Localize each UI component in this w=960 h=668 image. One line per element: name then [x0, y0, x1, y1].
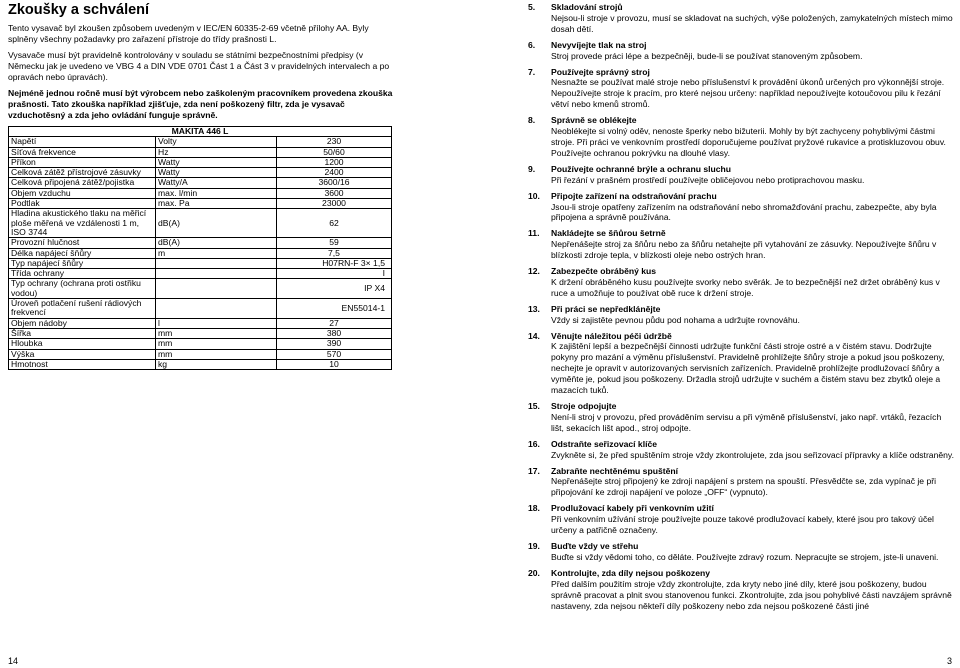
spec-unit-cell: mm — [156, 339, 277, 349]
item-heading: Zabezpečte obráběný kus — [551, 266, 657, 277]
list-item — [528, 164, 956, 186]
item-body — [551, 439, 956, 461]
spec-unit-cell — [156, 258, 277, 268]
item-number: 19. — [528, 540, 540, 551]
page-number-right: 3 — [946, 656, 952, 666]
table-row — [9, 269, 392, 279]
spec-label-cell: Typ ochrany (ochrana proti ostřiku vodou) — [9, 279, 156, 299]
item-body — [551, 40, 956, 62]
list-item — [528, 439, 956, 461]
item-body — [551, 331, 956, 396]
item-body — [551, 164, 956, 186]
spec-label-cell: Příkon — [9, 157, 156, 167]
right-column — [528, 2, 956, 616]
item-number: 7. — [528, 66, 536, 77]
spec-unit-cell: max. l/min — [156, 188, 277, 198]
spec-value-cell: I — [277, 269, 392, 279]
spec-unit-cell: Volty — [156, 137, 277, 147]
spec-label-cell: Celková zátěž přístrojové zásuvky — [9, 168, 156, 178]
spec-value-cell: 59 — [277, 238, 392, 248]
spec-value-cell: 10 — [277, 359, 392, 369]
table-row — [9, 209, 392, 238]
spec-table-header — [9, 127, 392, 137]
item-text: K zajištění lepší a bezpečnější činnosti udržujte funkční části stroje ostré a v čistém stavu. Dodržujte pokyny pro mazání a výměnu příslušenství. Pravidelně prohlížejte šňůry stroje a pokud jsou poškozeny, nechejte je opravit v autorizovaných servisních zařízeních. Pravidelně prohlížejte prodlužovací šňůry a vyměňte je, pokud jsou poškozeny. Držadla strojů udržujte v suchém a čistém stavu bez zbytků oleje a mazacích tuků. — [551, 341, 945, 396]
item-number: 6. — [528, 39, 536, 50]
item-body — [551, 67, 956, 111]
spec-label-cell: Typ napájecí šňůry — [9, 258, 156, 268]
spec-label-cell: Objem nádoby — [9, 318, 156, 328]
item-number: 5. — [528, 2, 536, 12]
spec-value-cell: EN55014-1 — [277, 299, 392, 319]
item-text: Nejsou-li stroje v provozu, musí se skladovat na suchých, výše položených, zamykatelných místech mimo dosah dětí. — [551, 12, 953, 34]
spec-unit-cell: Hz — [156, 147, 277, 157]
spec-unit-cell: dB(A) — [156, 209, 277, 238]
item-heading: Při práci se nepředklánějte — [551, 303, 661, 314]
item-heading: Nakládejte se šňůrou šetrně — [551, 228, 666, 239]
item-heading: Věnujte náležitou péči údržbě — [551, 330, 672, 341]
spec-label-cell: Podtlak — [9, 199, 156, 209]
spec-unit-cell: Watty — [156, 157, 277, 167]
item-number: 11. — [528, 228, 540, 239]
table-row — [9, 299, 392, 319]
list-item — [528, 191, 956, 224]
spec-value-cell: 62 — [277, 209, 392, 238]
list-item — [528, 568, 956, 612]
spec-value-cell: 7,5 — [277, 248, 392, 258]
table-row — [9, 318, 392, 328]
item-heading: Nevyvíjejte tlak na stroj — [551, 39, 647, 50]
spec-unit-cell — [156, 299, 277, 319]
spec-value-cell: 27 — [277, 318, 392, 328]
item-number: 10. — [528, 190, 540, 201]
item-heading: Používejte ochranné brýle a ochranu sluchu — [551, 163, 732, 174]
spec-label-cell: Provozní hlučnost — [9, 238, 156, 248]
spec-table-title: MAKITA 446 L — [9, 127, 392, 137]
item-number: 12. — [528, 266, 540, 277]
list-item — [528, 67, 956, 111]
spec-unit-cell: mm — [156, 328, 277, 338]
table-row — [9, 359, 392, 369]
spec-label-cell: Hmotnost — [9, 359, 156, 369]
dust-test-paragraph: Nejméně jednou ročně musí být výrobcem nebo zaškoleným pracovníkem provedena zkouška prašnosti. Tato zkouška například zjišťuje, zda není poškozený filtr, zda je vysavač vzduchotěsný a zda jeho ovládání funguje správně. — [8, 88, 393, 120]
spec-value-cell: 2400 — [277, 168, 392, 178]
table-row — [9, 238, 392, 248]
spec-value-cell: 50/60 — [277, 147, 392, 157]
item-body — [551, 541, 956, 563]
item-heading: Stroje odpojujte — [551, 401, 617, 411]
item-body — [551, 503, 956, 536]
item-number: 16. — [528, 438, 540, 449]
spec-label-cell: Hladina akustického tlaku na měřicí ploše měřená ve vzdálenosti 1 m, ISO 3744 — [9, 209, 156, 238]
spec-unit-cell: m — [156, 248, 277, 258]
page-number-left: 14 — [8, 656, 19, 666]
item-heading: Správně se oblékejte — [551, 115, 637, 126]
item-number: 15. — [528, 401, 540, 411]
item-text: Nesnažte se používat malé stroje nebo příslušenství k provádění úkonů určených pro výkonnější stroje. Nepoužívejte stroje k pracím, pro které nejsou určeny: například nepoužívejte kotoučovou pilu k řezání větví nebo kmenů stromů. — [551, 77, 945, 110]
spec-value-cell: 380 — [277, 328, 392, 338]
table-row — [9, 339, 392, 349]
spec-unit-cell: dB(A) — [156, 238, 277, 248]
list-item — [528, 503, 956, 536]
list-item — [528, 541, 956, 563]
table-row — [9, 279, 392, 299]
item-body — [551, 401, 956, 434]
spec-table — [8, 126, 392, 370]
table-row — [9, 258, 392, 268]
table-row — [9, 328, 392, 338]
table-row — [9, 178, 392, 188]
item-text: Není-li stroj v provozu, před prováděním servisu a při výměně příslušenství, jako např. vrtáků, řezacích lišt, sekacích lišt apod., stroj odpojte. — [551, 411, 942, 433]
item-text: Nepřenášejte stroj připojený ke zdroji napájení s prstem na spouští. Přesvědčte se, zda vypínač je při připojování ke zdroji napájení ve poloze „OFF“ (vypnuto). — [551, 476, 937, 498]
list-item — [528, 466, 956, 499]
item-text: Při řezání v prašném prostředí používejte obličejovou nebo protiprachovou masku. — [551, 174, 865, 185]
list-item — [528, 2, 956, 35]
table-row — [9, 349, 392, 359]
item-number: 8. — [528, 115, 536, 126]
spec-label-cell: Výška — [9, 349, 156, 359]
item-text: Vždy si zajistěte pevnou půdu pod nohama a udržujte rovnováhu. — [551, 314, 800, 325]
spec-label-cell: Délka napájecí šňůry — [9, 248, 156, 258]
item-heading: Prodlužovací kabely při venkovním užití — [551, 503, 714, 514]
item-text: Před dalším použitím stroje vždy zkontrolujte, zda kryty nebo jiné díly, které jsou poškozeny, budou správně pracovat a plnit svou stanovenou funkci. Zkontrolujte, zda jsou pohyblivé části navzájem správně nastaveny, zda nejsou někteří díly poškozeny nebo zda nejsou poškozené části jiné — [551, 578, 952, 611]
item-heading: Buďte vždy ve střehu — [551, 540, 639, 551]
item-text: Nepřenášejte stroj za šňůru nebo za šňůru netahejte při vytahování ze zásuvky. Nepoužívejte šňůru v blízkosti zdroje tepla, v blízkosti oleje nebo ostrých hran. — [551, 239, 937, 261]
list-item — [528, 304, 956, 326]
item-text: Při venkovním užívání stroje používejte pouze takové prodlužovací kabely, které jsou pro takový účel určeny a patřičně označeny. — [551, 514, 934, 536]
table-row — [9, 199, 392, 209]
spec-table-body — [9, 137, 392, 370]
spec-value-cell: 1200 — [277, 157, 392, 167]
item-heading: Kontrolujte, zda díly nejsou poškozeny — [551, 567, 711, 578]
item-heading: Připojte zařízení na odstraňování prachu — [551, 190, 717, 201]
spec-value-cell: 570 — [277, 349, 392, 359]
item-text: K držení obráběného kusu používejte svorky nebo svěrák. Je to bezpečnější než držet obráběný kus v ruce a umožňuje to používat obě ruce k držení stroje. — [551, 276, 940, 298]
spec-label-cell: Šířka — [9, 328, 156, 338]
item-number: 14. — [528, 330, 540, 341]
item-heading: Zabraňte nechtěnému spuštění — [551, 465, 679, 476]
item-body — [551, 228, 956, 261]
spec-label-cell: Síťová frekvence — [9, 147, 156, 157]
table-row — [9, 168, 392, 178]
item-body — [551, 466, 956, 499]
spec-label-cell: Hloubka — [9, 339, 156, 349]
spec-unit-cell: Watty — [156, 168, 277, 178]
intro-paragraph: Tento vysavač byl zkoušen způsobem uvedeným v IEC/EN 60335-2-69 včetně přílohy AA. Byly splněny všechny požadavky pro zařazení přístroje do třídy prašnosti L. — [8, 23, 369, 44]
item-number: 18. — [528, 503, 540, 514]
spec-value-cell: 390 — [277, 339, 392, 349]
spec-value-cell: H07RN-F 3× 1,5 — [277, 258, 392, 268]
item-text: Jsou-li stroje opatřeny zařízením na odstraňování nebo shromažďování prachu, zabezpečte, aby byla připojena a správně používána. — [551, 201, 937, 223]
item-text: Stroj provede práci lépe a bezpečněji, bude-li se používat stanoveným způsobem. — [551, 50, 863, 61]
item-body — [551, 115, 956, 159]
item-text: Neoblékejte si volný oděv, nenoste šperky nebo bižuterii. Mohly by být zachyceny pohyblivými částmi stroje. Při práci ve venkovním prostředí doporučujeme používat pryžové rukavice a protiskluzovou obuv. Používejte ochranou pokrývku na dlouhé vlasy. — [551, 126, 946, 158]
table-row — [9, 147, 392, 157]
list-item — [528, 40, 956, 62]
item-body — [551, 568, 956, 612]
list-item — [528, 228, 956, 261]
item-heading: Skladování strojů — [551, 2, 623, 12]
spec-unit-cell: mm — [156, 349, 277, 359]
item-body — [551, 2, 956, 35]
spec-value-cell: 23000 — [277, 199, 392, 209]
spec-label-cell: Úroveň potlačení rušení rádiových frekvencí — [9, 299, 156, 319]
item-number: 17. — [528, 465, 540, 476]
item-heading: Používejte správný stroj — [551, 66, 650, 77]
spec-label-cell: Napětí — [9, 137, 156, 147]
item-text: Buďte si vždy vědomi toho, co děláte. Používejte zdravý rozum. Nepracujte se strojem, jste-li unaveni. — [551, 551, 939, 562]
table-row — [9, 188, 392, 198]
list-item — [528, 401, 956, 434]
table-row — [9, 157, 392, 167]
item-body — [551, 266, 956, 299]
spec-label-cell: Celková připojená zátěž/pojistka — [9, 178, 156, 188]
list-item — [528, 115, 956, 159]
item-body — [551, 304, 956, 326]
table-row — [9, 248, 392, 258]
spec-label-cell: Třída ochrany — [9, 269, 156, 279]
item-text: Zvykněte si, že před spuštěním stroje vždy zkontrolujete, zda jsou seřizovací přípravky a klíče odstraněny. — [551, 449, 954, 460]
spec-unit-cell: max. Pa — [156, 199, 277, 209]
item-number: 13. — [528, 303, 540, 314]
list-item — [528, 266, 956, 299]
spec-unit-cell: Watty/A — [156, 178, 277, 188]
spec-value-cell: 230 — [277, 137, 392, 147]
item-body — [551, 191, 956, 224]
item-heading: Odstraňte seřizovací klíče — [551, 438, 658, 449]
spec-value-cell: 3600/16 — [277, 178, 392, 188]
left-column — [8, 2, 400, 370]
table-row — [9, 137, 392, 147]
spec-label-cell: Objem vzduchu — [9, 188, 156, 198]
item-number: 20. — [528, 567, 540, 578]
list-item — [528, 331, 956, 396]
section-title: Zkoušky a schválení — [8, 2, 150, 18]
spec-value-cell: 3600 — [277, 188, 392, 198]
spec-value-cell: IP X4 — [277, 279, 392, 299]
inspection-paragraph: Vysavače musí být pravidelně kontrolovány v souladu se státními bezpečnostními předpisy (v Německu jak je uvedeno ve VBG 4 a DIN VDE 0701 Část 1 a Část 3 v pravidelných intervalech a po opravách nebo úpravách). — [8, 50, 390, 82]
spec-unit-cell — [156, 269, 277, 279]
item-number: 9. — [528, 163, 536, 174]
spec-unit-cell: l — [156, 318, 277, 328]
spec-unit-cell — [156, 279, 277, 299]
spec-unit-cell: kg — [156, 359, 277, 369]
